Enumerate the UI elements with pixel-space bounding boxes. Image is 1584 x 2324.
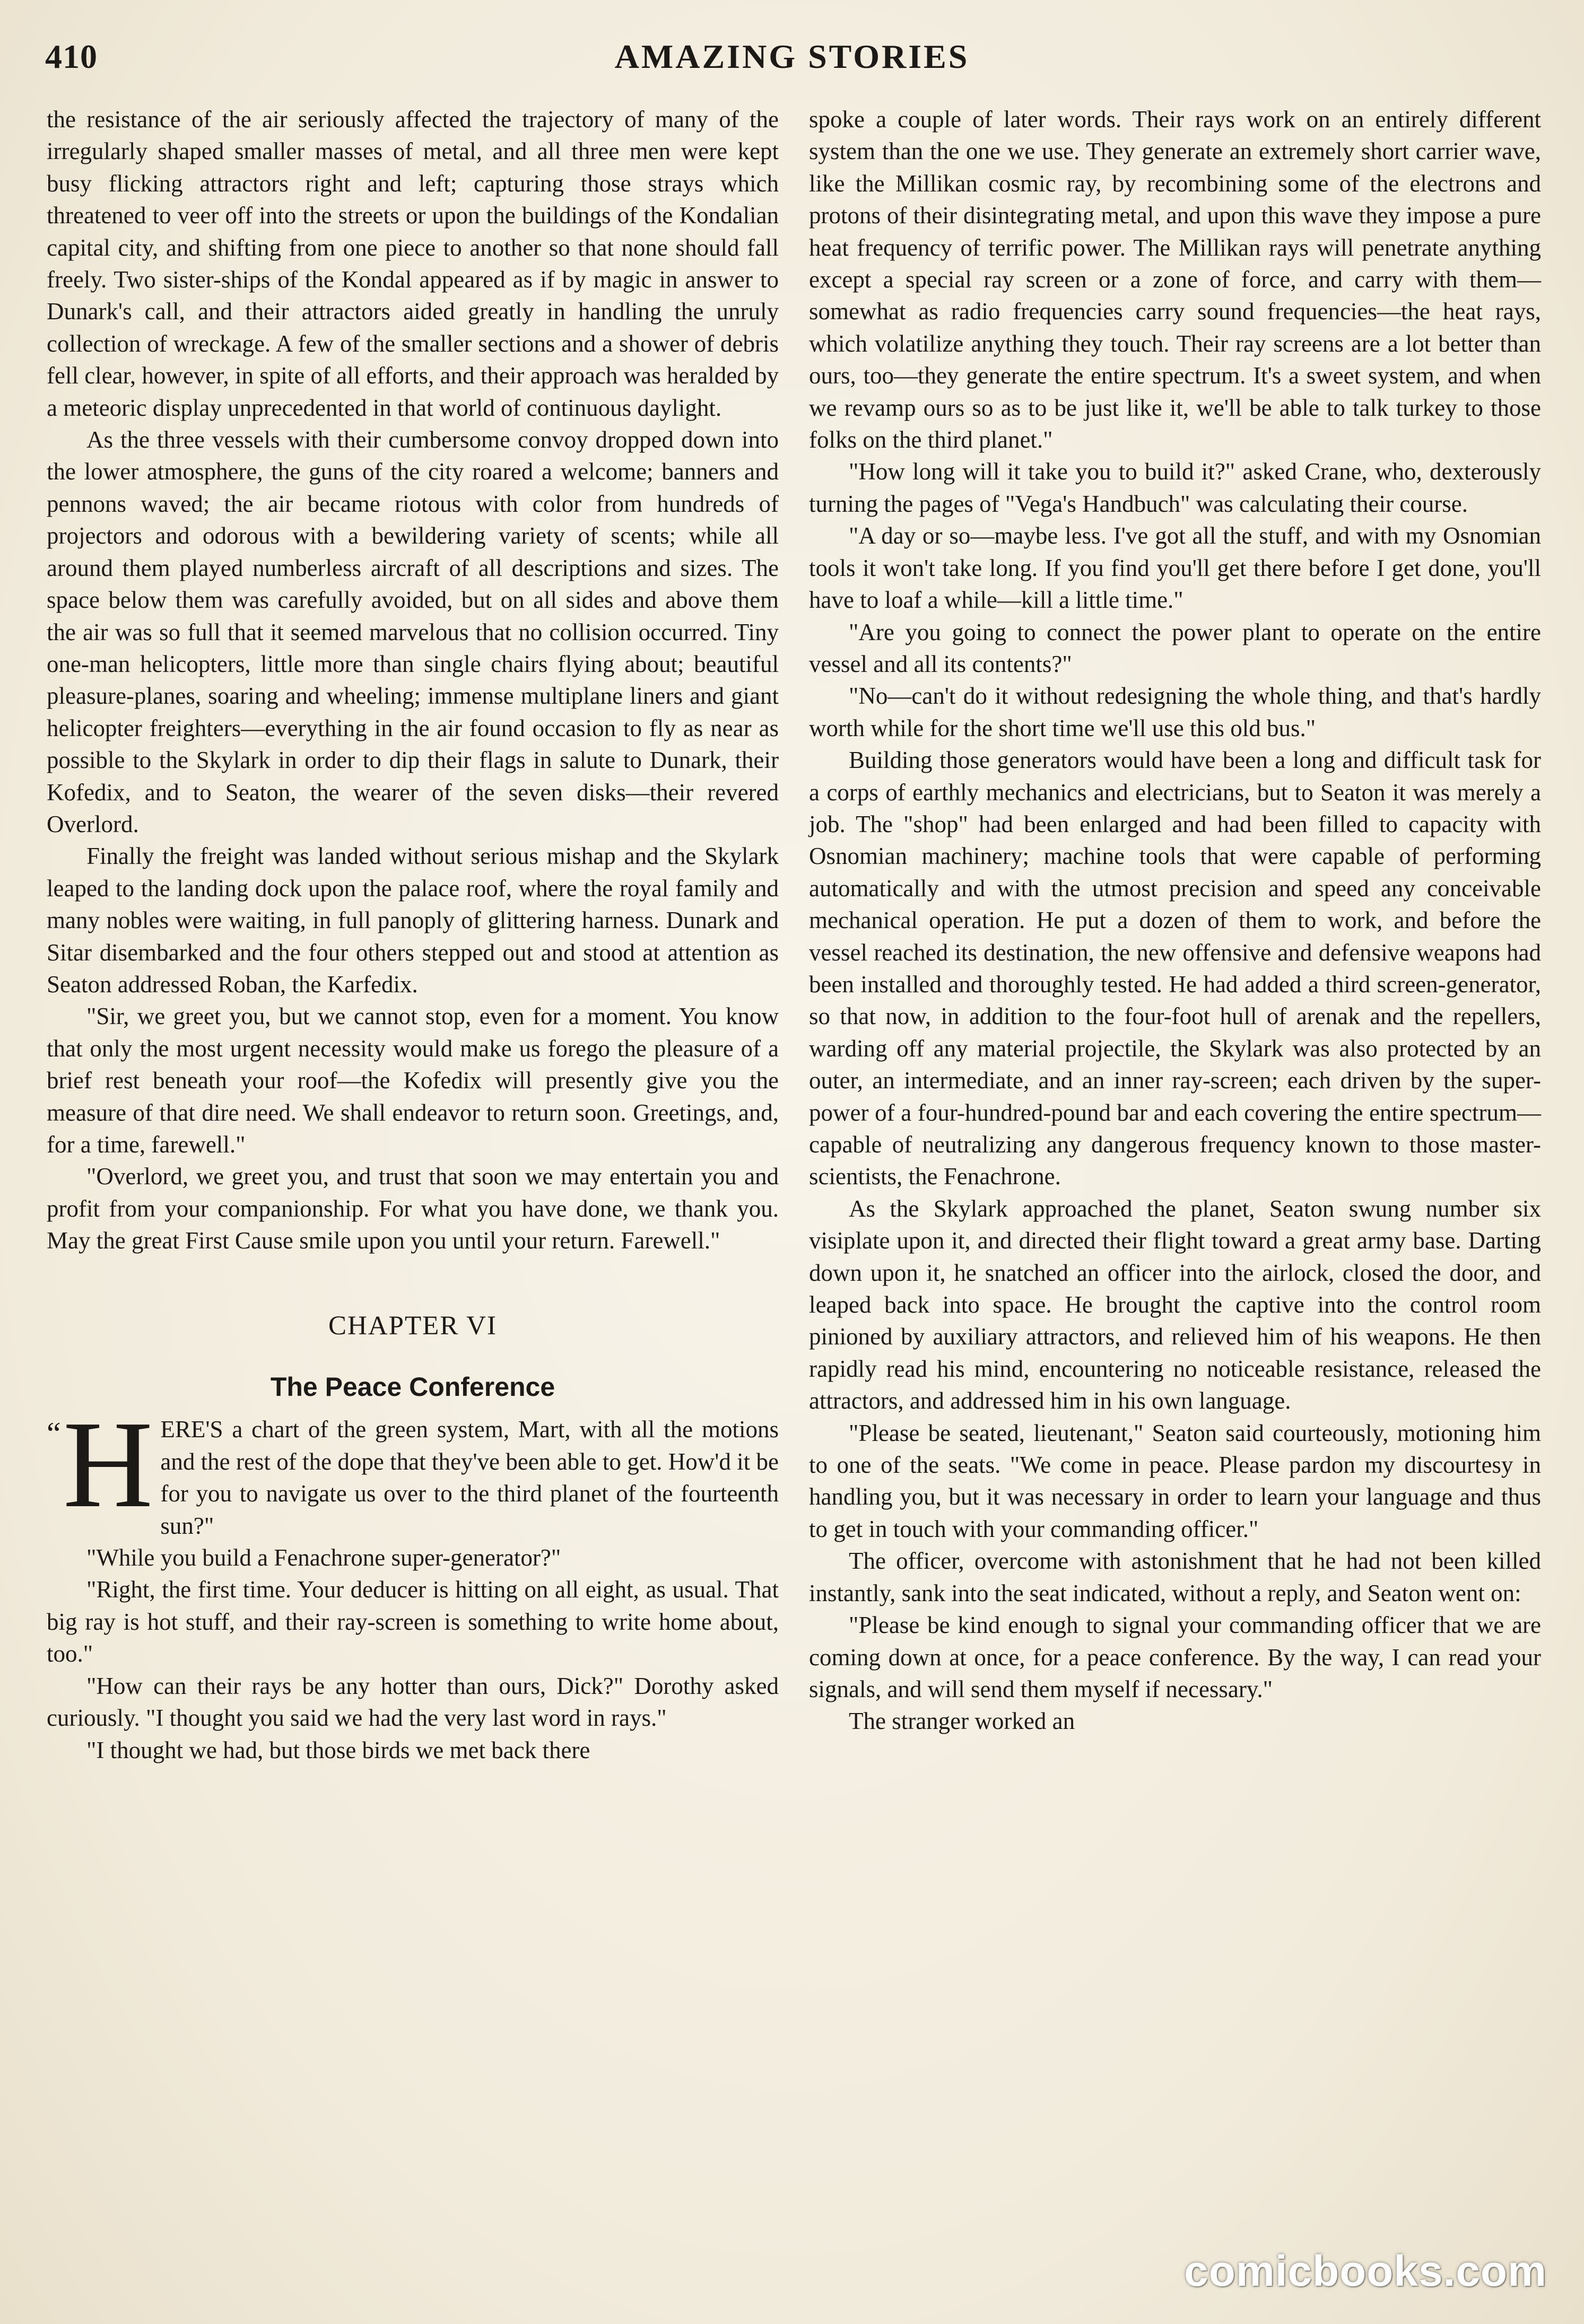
opening-quote: “ bbox=[47, 1416, 61, 1452]
running-title: AMAZING STORIES bbox=[614, 38, 970, 75]
paragraph: "Overlord, we greet you, and trust that soon we may entertain you and profit from your companionship. For what you have done, we thank you. May the great First Cause smile upon you until your return. Farewell." bbox=[47, 1163, 779, 1254]
right-column bbox=[809, 103, 1541, 1737]
paragraph: spoke a couple of later words. Their rays work on an entirely different system than the one we use. They generate an extremely short carrier wave, like the Millikan cosmic ray, by recombining some of the electrons and protons of their disintegrating metal, and upon this wave they impose a pure heat frequency of terrific power. The Millikan rays will penetrate anything except a special ray screen or a zone of force, and carry with them—somewhat as radio frequencies carry sound frequencies—the heat rays, which volatilize anything they touch. Their ray screens are a lot better than ours, too—they generate the entire spectrum. It's a sweet system, and when we revamp ours so as to be just like it, we'll be able to talk turkey to those folks on the third planet." bbox=[809, 106, 1541, 453]
paragraph: As the Skylark approached the planet, Seaton swung number six visiplate upon it, and directed their flight toward a great army base. Darting down upon it, he snatched an officer into the airlock, closed the door, and leaped back into space. He brought the captive into the control room pinioned by auxiliary attractors, and relieved him of his weapons. He then rapidly read his mind, encountering no noticeable resistance, released the attractors, and addressed him in his own language. bbox=[809, 1195, 1541, 1414]
left-column bbox=[47, 103, 779, 1766]
paragraph: "Are you going to connect the power plant to operate on the entire vessel and all its contents?" bbox=[809, 618, 1541, 677]
paragraph: "How can their rays be any hotter than ours, Dick?" Dorothy asked curiously. "I thought you said we had the very last word in rays." bbox=[47, 1672, 779, 1732]
paragraph: "While you build a Fenachrone super-generator?" bbox=[86, 1544, 561, 1571]
paragraph: the resistance of the air seriously affected the trajectory of many of the irregularly shaped smaller masses of metal, and all three men were kept busy flicking attractors right and left; capturing those strays which threatened to veer off into the streets or upon the buildings of the Kondalian capital city, and shifting from one piece to another so that none should fall freely. Two sister-ships of the Kondal appeared as if by magic in answer to Dunark's call, and their attractors aided greatly in handling the unruly collection of wreckage. A few of the smaller sections and a shower of debris fell clear, however, in spite of all efforts, and their approach was heralded by a meteoric display unprecedented in that world of continuous daylight. bbox=[47, 106, 779, 421]
paragraph: Finally the freight was landed without serious mishap and the Skylark leaped to the landing dock upon the palace roof, where the royal family and many nobles were waiting, in full panoply of glittering harness. Dunark and Sitar disembarked and the four others stepped out and stood at attention as Seaton addressed Roban, the Karfedix. bbox=[47, 843, 779, 998]
drop-cap: H bbox=[63, 1395, 153, 1534]
paragraph: "Please be kind enough to signal your commanding officer that we are coming down at once, for a peace conference. By the way, I can read your signals, and will send them myself if necessary." bbox=[809, 1612, 1541, 1702]
paragraph: The stranger worked an bbox=[849, 1708, 1075, 1735]
paragraph: "A day or so—maybe less. I've got all the stuff, and with my Osnomian tools it won't take long. If you find you'll get there before I get done, you'll have to loaf a while—kill a little time." bbox=[809, 522, 1541, 614]
chapter-number: CHAPTER VI bbox=[328, 1310, 497, 1341]
paragraph: Building those generators would have been a long and difficult task for a corps of earthly mechanics and electricians, but to Seaton it was merely a job. The "shop" had been enlarged and had been filled to capacity with Osnomian machinery; machine tools that were capable of performing automatically and with the utmost precision and speed any conceivable mechanical operation. He put a dozen of them to work, and before the vessel reached its destination, the new offensive and defensive weapons had been installed and thoroughly tested. He had added a third screen-generator, so that now, in addition to the four-foot hull of arenak and the repellers, warding off any material projectile, the Skylark was also protected by an outer, an intermediate, and an inner ray-screen; each driven by the super-power of a four-hundred-pound bar and each covering the entire spectrum—capable of neutralizing any dangerous frequency known to those master-scientists, the Fenachrone. bbox=[809, 747, 1541, 1190]
paragraph: As the three vessels with their cumbersome convoy dropped down into the lower atmosphere, the guns of the city roared a welcome; banners and pennons waved; the air became riotous with color from hundreds of projectors and odorous with a bewildering variety of scents; while all around them played numberless aircraft of all descriptions and sizes. The space below them was carefully avoided, but on all sides and above them the air was so full that it seemed marvelous that no collision occurred. Tiny one-man helicopters, little more than single chairs flying about; beautiful pleasure-planes, soaring and wheeling; immense multiplane liners and giant helicopter freighters—everything in the air found occasion to fly as near as possible to the Skylark in order to dip their flags in salute to Dunark, their Kofedix, and to Seaton, the wearer of the seven disks—their revered Overlord. bbox=[47, 426, 779, 837]
paragraph: "No—can't do it without redesigning the whole thing, and that's hardly worth while for the short time we'll use this old bus." bbox=[809, 683, 1541, 741]
chapter-title: The Peace Conference bbox=[270, 1372, 555, 1402]
page-header bbox=[45, 37, 1539, 90]
dropcap-paragraph bbox=[47, 1395, 779, 1542]
paragraph-text: ERE'S a chart of the green system, Mart, with all the motions and the rest of the dope that they've been able to get. How'd it be for you to navigate us over to the third planet of the fourteenth sun?" bbox=[160, 1416, 779, 1539]
paragraph: "Right, the first time. Your deducer is hitting on all eight, as usual. That big ray is hot stuff, and their ray-screen is something to write home about, too." bbox=[47, 1576, 779, 1667]
paragraph: "How long will it take you to build it?" asked Crane, who, dexterously turning the pages of "Vega's Handbuch" was calculating their course. bbox=[809, 458, 1541, 517]
paragraph: "Sir, we greet you, but we cannot stop, even for a moment. You know that only the most urgent necessity would make us forego the pleasure of a brief rest beneath your roof—the Kofedix will presently give you the measure of that dire need. We shall endeavor to return soon. Greetings, and, for a time, farewell." bbox=[47, 1003, 779, 1158]
paragraph: "I thought we had, but those birds we met back there bbox=[86, 1736, 590, 1763]
watermark: comicbooks.com bbox=[1184, 2247, 1547, 2295]
paragraph: "Please be seated, lieutenant," Seaton said courteously, motioning him to one of the seats. "We come in peace. Please pardon my discourtesy in handling you, but it was necessary in order to learn your language and thus to get in touch with your commanding officer." bbox=[809, 1419, 1541, 1542]
paragraph: The officer, overcome with astonishment that he had not been killed instantly, sank into the seat indicated, without a reply, and Seaton went on: bbox=[809, 1548, 1541, 1606]
page-number: 410 bbox=[45, 38, 98, 75]
